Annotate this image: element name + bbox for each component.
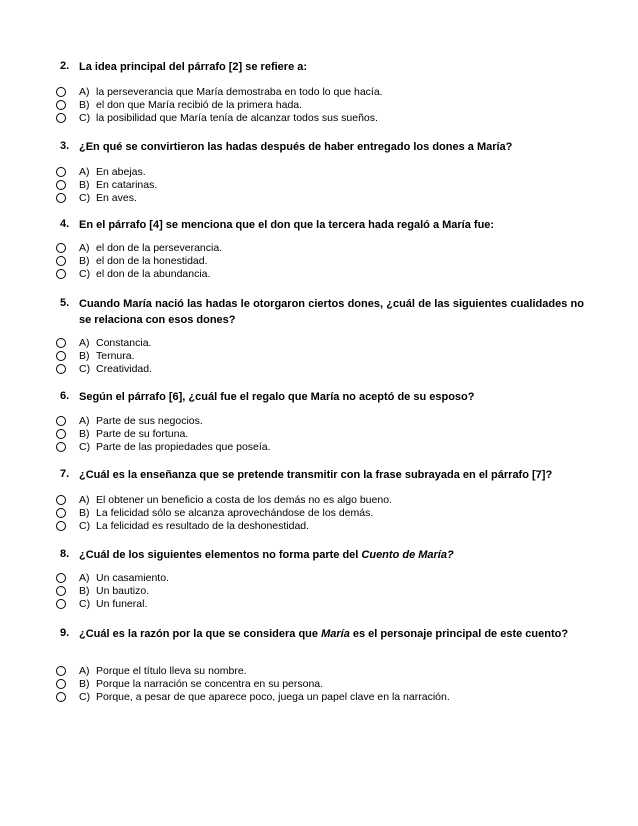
radio-circle-icon[interactable] (56, 429, 66, 439)
option-text: Un casamiento. (96, 572, 169, 584)
question-9 (0, 626, 638, 703)
question-text: En el párrafo [4] se menciona que el don que la tercera hada regaló a María fue: (79, 219, 495, 231)
question-text: ¿Cuál es la enseñanza que se pretende transmitir con la frase subrayada en el párrafo [7]? (79, 469, 553, 481)
option-b[interactable] (0, 351, 638, 363)
question-text (79, 626, 584, 642)
question-text-main: ¿Cuál de los siguientes elementos no forma parte del (79, 549, 362, 561)
radio-circle-icon[interactable] (56, 243, 66, 253)
option-letter: B) (79, 350, 90, 362)
option-b[interactable] (0, 679, 638, 691)
option-text: el don de la abundancia. (96, 268, 211, 280)
option-text: Un funeral. (96, 598, 148, 610)
option-letter: B) (79, 507, 90, 519)
option-letter: B) (79, 255, 90, 267)
radio-circle-icon[interactable] (56, 351, 66, 361)
option-letter: A) (79, 494, 90, 506)
option-letter: B) (79, 99, 90, 111)
option-b[interactable] (0, 586, 638, 598)
question-text-tail: es el personaje principal de este cuento? (349, 628, 569, 640)
question-number: 7. (60, 468, 70, 480)
question-text: Cuando María nació las hadas le otorgaron ciertos dones, ¿cuál de las siguientes cualidades no se relaciona con esos dones? (79, 298, 584, 326)
option-b[interactable] (0, 429, 638, 441)
radio-circle-icon[interactable] (56, 167, 66, 177)
question-number: 4. (60, 218, 70, 230)
option-a[interactable] (0, 167, 638, 179)
option-c[interactable] (0, 599, 638, 611)
option-b[interactable] (0, 508, 638, 520)
radio-circle-icon[interactable] (56, 586, 66, 596)
option-text: el don de la honestidad. (96, 255, 208, 267)
question-5 (0, 296, 638, 375)
radio-circle-icon[interactable] (56, 256, 66, 266)
question-7 (0, 467, 638, 532)
option-text: el don que María recibió de la primera hada. (96, 99, 303, 111)
option-a[interactable] (0, 338, 638, 350)
option-text: Porque la narración se concentra en su persona. (96, 678, 324, 690)
radio-circle-icon[interactable] (56, 87, 66, 97)
option-b[interactable] (0, 180, 638, 192)
question-number: 5. (60, 297, 70, 309)
question-8 (0, 547, 638, 610)
option-letter: B) (79, 179, 90, 191)
radio-circle-icon[interactable] (56, 364, 66, 374)
option-b[interactable] (0, 100, 638, 112)
option-letter: A) (79, 242, 90, 254)
question-number: 9. (60, 627, 70, 639)
option-text: la posibilidad que María tenía de alcanzar todos sus sueños. (96, 112, 378, 124)
question-text-main: ¿Cuál es la razón por la que se considera que (79, 628, 322, 640)
radio-circle-icon[interactable] (56, 692, 66, 702)
option-letter: A) (79, 86, 90, 98)
option-letter: B) (79, 585, 90, 597)
option-letter: C) (79, 441, 91, 453)
option-c[interactable] (0, 193, 638, 205)
option-text: En aves. (96, 192, 137, 204)
radio-circle-icon[interactable] (56, 442, 66, 452)
option-text: Parte de su fortuna. (96, 428, 189, 440)
option-text: En abejas. (96, 166, 146, 178)
option-letter: C) (79, 112, 91, 124)
option-letter: A) (79, 415, 90, 427)
question-text-italic: Cuento de María? (361, 549, 454, 561)
option-text: El obtener un beneficio a costa de los demás no es algo bueno. (96, 494, 392, 506)
option-a[interactable] (0, 243, 638, 255)
option-letter: A) (79, 572, 90, 584)
option-text: En catarinas. (96, 179, 158, 191)
option-text: Porque el título lleva su nombre. (96, 665, 247, 677)
radio-circle-icon[interactable] (56, 573, 66, 583)
option-letter: B) (79, 428, 90, 440)
radio-circle-icon[interactable] (56, 193, 66, 203)
option-text: Parte de sus negocios. (96, 415, 203, 427)
option-text: Porque, a pesar de que aparece poco, juega un papel clave en la narración. (96, 691, 450, 703)
question-4 (0, 217, 638, 280)
option-letter: A) (79, 337, 90, 349)
option-a[interactable] (0, 87, 638, 99)
question-text: La idea principal del párrafo [2] se refiere a: (79, 61, 308, 73)
question-text: Según el párrafo [6], ¿cuál fue el regalo que María no aceptó de su esposo? (79, 391, 475, 403)
option-text: Ternura. (96, 350, 135, 362)
radio-circle-icon[interactable] (56, 521, 66, 531)
option-letter: C) (79, 598, 91, 610)
option-a[interactable] (0, 495, 638, 507)
question-number: 3. (60, 140, 70, 152)
option-text: Parte de las propiedades que poseía. (96, 441, 271, 453)
radio-circle-icon[interactable] (56, 679, 66, 689)
option-c[interactable] (0, 269, 638, 281)
option-letter: C) (79, 691, 91, 703)
question-text-italic: María (321, 628, 350, 640)
radio-circle-icon[interactable] (56, 666, 66, 676)
radio-circle-icon[interactable] (56, 508, 66, 518)
option-c[interactable] (0, 692, 638, 704)
option-a[interactable] (0, 666, 638, 678)
option-letter: C) (79, 363, 91, 375)
radio-circle-icon[interactable] (56, 495, 66, 505)
radio-circle-icon[interactable] (56, 100, 66, 110)
option-text: el don de la perseverancia. (96, 242, 223, 254)
option-text: Un bautizo. (96, 585, 150, 597)
option-letter: C) (79, 268, 91, 280)
option-c[interactable] (0, 521, 638, 533)
option-letter: C) (79, 192, 91, 204)
option-b[interactable] (0, 256, 638, 268)
question-number: 8. (60, 548, 70, 560)
question-number: 6. (60, 390, 70, 402)
question-text (79, 547, 584, 563)
option-a[interactable] (0, 573, 638, 585)
option-text: Creatividad. (96, 363, 153, 375)
question-number: 2. (60, 60, 70, 72)
radio-circle-icon[interactable] (56, 416, 66, 426)
option-letter: A) (79, 166, 90, 178)
option-c[interactable] (0, 113, 638, 125)
radio-circle-icon[interactable] (56, 180, 66, 190)
option-text: La felicidad sólo se alcanza aprovechándose de los demás. (96, 507, 374, 519)
option-text: La felicidad es resultado de la deshonestidad. (96, 520, 310, 532)
option-letter: A) (79, 665, 90, 677)
option-c[interactable] (0, 364, 638, 376)
question-6 (0, 389, 638, 453)
option-c[interactable] (0, 442, 638, 454)
option-a[interactable] (0, 416, 638, 428)
question-text: ¿En qué se convirtieron las hadas después de haber entregado los dones a María? (79, 141, 513, 153)
question-2 (0, 59, 638, 124)
option-letter: C) (79, 520, 91, 532)
radio-circle-icon[interactable] (56, 338, 66, 348)
question-3 (0, 139, 638, 204)
radio-circle-icon[interactable] (56, 599, 66, 609)
option-letter: B) (79, 678, 90, 690)
radio-circle-icon[interactable] (56, 113, 66, 123)
option-text: la perseverancia que María demostraba en todo lo que hacía. (96, 86, 383, 98)
option-text: Constancia. (96, 337, 152, 349)
radio-circle-icon[interactable] (56, 269, 66, 279)
